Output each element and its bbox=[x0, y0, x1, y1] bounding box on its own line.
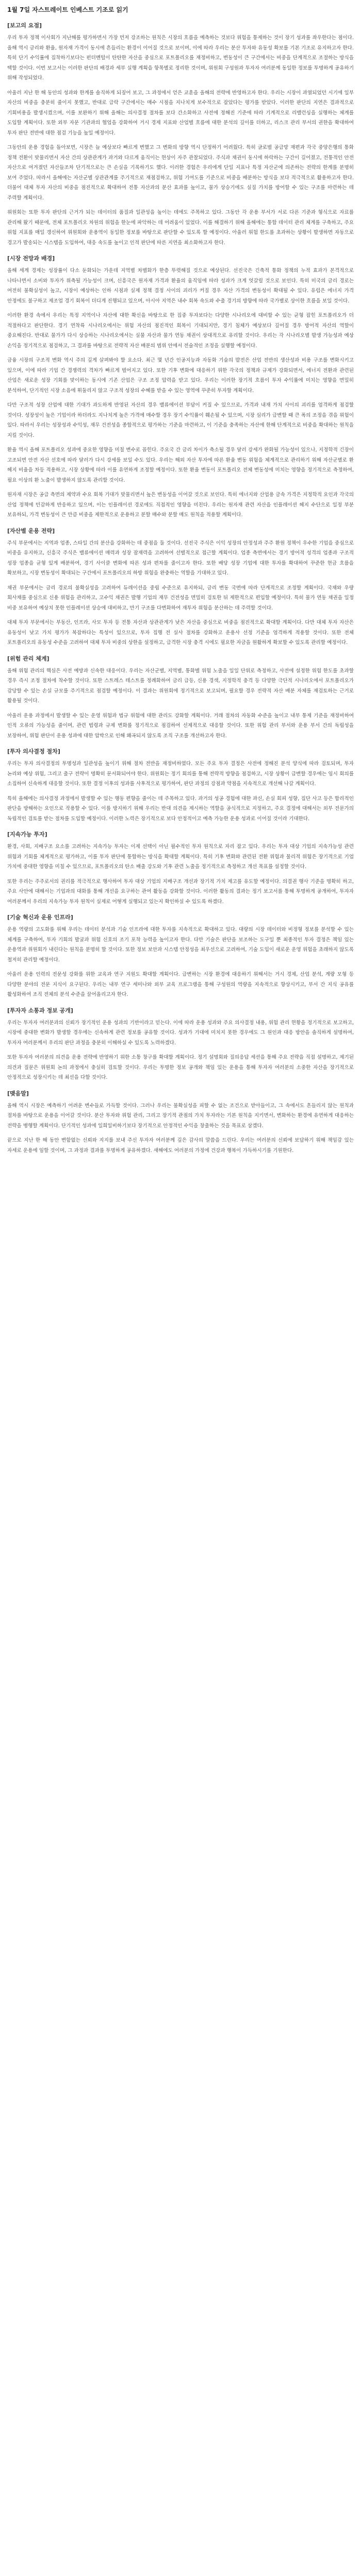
body-paragraph: 환경, 사회, 지배구조 요소를 고려하는 지속가능 투자는 이제 선택이 아닌 필수적인 투자 원칙으로 자리 잡고 있다. 우리는 투자 대상 기업의 지속가능성 관련 위험과 기회를 체계적으로 평가하고, 이를 투자 판단에 통합하는 방식을 확대할 계획이다. 특히 기후 변화와 관련된 전환 위험과 물리적 위험은 장기적으로 기업 가치에 중대한 영향을 미칠 수 있으므로, 포트폴리오의 탄소 배출 강도와 기후 관련 노출을 정기적으로 측정하고 개선 목표를 설정할 것이다. bbox=[7, 844, 354, 870]
body-paragraph: 아울러 운용 인력의 전문성 강화를 위한 교육과 연구 지원도 확대할 계획이다. 급변하는 시장 환경에 대응하기 위해서는 거시 경제, 산업 분석, 계량 모형 등 다양한 분야의 전문 지식이 요구된다. 우리는 내부 연구 세미나와 외부 교육 프로그램을 통해 구성원의 역량을 지속적으로 향상시키고, 부서 간 지식 공유를 활성화하여 조직 전체의 분석 수준을 끌어올리고자 한다. bbox=[7, 972, 354, 997]
body-paragraph: 이러한 환경 속에서 우리는 특정 지역이나 자산에 대한 확신을 바탕으로 한 집중 투자보다는 다양한 시나리오에 대비할 수 있는 균형 잡힌 포트폴리오가 더 적절하다고 판단한다. 경기 연착륙 시나리오에서는 위험 자산의 점진적인 회복이 기대되지만, 경기 침체가 예상보다 깊어질 경우 방어적 자산의 역할이 중요해진다. 반대로 물가가 다시 상승하는 시나리오에서는 실물 자산과 물가 연동 채권이 상대적으로 유리할 것이다. 우리는 각 시나리오별 발생 가능성과 예상 손익을 정기적으로 점검하고, 그 결과를 바탕으로 전략적 자산 배분의 범위 안에서 전술적인 조정을 실행할 예정이다. bbox=[7, 313, 354, 349]
section-heading: [맺음말] bbox=[7, 1090, 29, 1097]
document-title: 1월 7일 자스트레이트 인베스트 기조로 읽기 bbox=[7, 6, 128, 13]
body-paragraph: 대체 투자 부문에서는 부동산, 인프라, 사모 투자 등 전통 자산과 상관관계가 낮은 자산을 중심으로 비중을 점진적으로 확대할 계획이다. 다만 대체 투자 자산은 유동성이 낮고 가치 평가가 복잡하다는 특성이 있으므로, 투자 집행 전 실사 절차를 강화하고 운용사 선정 기준을 엄격하게 적용할 것이다. 또한 전체 포트폴리오의 유동성 수준을 고려하여 대체 투자 비중의 상한을 설정하고, 급격한 시장 충격 시에도 필요한 자금을 원활하게 확보할 수 있도록 관리할 예정이다. bbox=[7, 620, 354, 646]
section-heading: [위험 관리 체계] bbox=[7, 655, 50, 662]
body-paragraph: 금융 시장의 구조적 변화 역시 주의 깊게 살펴봐야 할 요소다. 최근 몇 년간 인공지능과 자동화 기술의 발전은 산업 전반의 생산성과 비용 구조를 변화시키고 있으며, 이에 따라 기업 간 경쟁력의 격차가 빠르게 벌어지고 있다. 또한 기후 변화에 대응하기 위한 각국의 정책과 규제가 강화되면서, 에너지 전환과 관련된 산업은 새로운 성장 기회를 맞이하는 동시에 기존 산업은 구조 조정 압력을 받고 있다. 우리는 이러한 장기적 흐름이 투자 수익률에 미치는 영향을 면밀히 분석하여, 단기적인 시장 소음에 휘둘리지 않고 구조적 성장의 수혜를 받을 수 있는 영역에 꾸준히 투자할 계획이다. bbox=[7, 358, 354, 394]
section-heading: [기술 혁신과 운용 인프라] bbox=[7, 914, 73, 921]
body-paragraph: 주식 부문에서는 지역과 업종, 스타일 간의 분산을 강화하는 데 중점을 둘 것이다. 선진국 주식은 이익 성장의 안정성과 주주 환원 정책이 우수한 기업을 중심으로 비중을 유지하고, 신흥국 주식은 밸류에이션 매력과 성장 잠재력을 고려하여 선별적으로 접근할 계획이다. 업종 측면에서는 경기 방어적 성격의 업종과 구조적 성장 업종을 균형 있게 배분하여, 경기 사이클 변화에 따른 성과 편차를 줄이고자 한다. 또한 배당 성장 기업에 대한 투자를 확대하여 꾸준한 현금 흐름을 확보하고, 시장 변동성이 확대되는 구간에서 포트폴리오의 하방 위험을 완충하는 역할을 기대하고 있다. bbox=[7, 540, 354, 576]
body-paragraph: 아울러 운용 과정에서 발생할 수 있는 운영 위험과 법규 위험에 대한 관리도 강화할 계획이다. 거래 절차의 자동화 수준을 높이고 내부 통제 기준을 재정비하여 인적 오류의 가능성을 줄이며, 관련 법령과 규제 변화를 정기적으로 점검하여 선제적으로 대응할 것이다. 또한 위험 관리 부서와 운용 부서 간의 독립성을 보장하여, 위험 판단이 운용 성과에 대한 압박으로 인해 왜곡되지 않도록 조직 구조를 개선하고자 한다. bbox=[7, 713, 354, 739]
body-paragraph: 우리는 투자 의사결정의 투명성과 일관성을 높이기 위해 절차 전반을 재정비하였다. 모든 주요 투자 결정은 사전에 정해진 분석 양식에 따라 검토되며, 투자 논리와 예상 위험, 그리고 출구 전략이 명확히 문서화되어야 한다. 위원회는 정기 회의를 통해 전략적 방향을 점검하고, 시장 상황이 급변할 경우에는 임시 회의를 소집하여 신속하게 대응할 것이다. 또한 결정 이후의 성과를 사후적으로 평가하여, 판단 과정의 강점과 약점을 지속적으로 개선해 나갈 계획이다. bbox=[7, 761, 354, 787]
section-heading: [시장 전망과 배경] bbox=[7, 255, 55, 262]
section-heading: [지속가능 투자] bbox=[7, 831, 47, 838]
body-paragraph: 환율 역시 올해 포트폴리오 성과에 중요한 영향을 미칠 변수로 꼽힌다. 주요국 간 금리 차이가 축소될 경우 달러 강세가 완화될 가능성이 있으나, 지정학적 긴장이 고조되면 안전 자산 선호에 따라 달러가 다시 강세를 보일 수도 있다. 우리는 해외 자산 투자에 따른 환율 변동 위험을 체계적으로 관리하기 위해 자산군별로 환 헤지 비율을 차등 적용하고, 시장 상황에 따라 이를 유연하게 조정할 예정이다. 또한 환율 변동이 포트폴리오 전체 변동성에 미치는 영향을 정기적으로 측정하여, 필요 이상의 환 노출이 발생하지 않도록 관리할 것이다. bbox=[7, 447, 354, 483]
section-heading: [투자 의사결정 절차] bbox=[7, 748, 60, 755]
body-paragraph: 우리는 투자자 여러분과의 신뢰가 장기적인 운용 성과의 기반이라고 믿는다. 이에 따라 운용 성과와 주요 의사결정 내용, 위험 관리 현황을 정기적으로 보고하고, 시장에 중대한 변화가 발생할 경우에는 신속하게 관련 정보를 공유할 것이다. 성과가 기대에 미치지 못한 경우에도 그 원인과 대응 방안을 솔직하게 설명하여, 투자자 여러분께서 우리의 판단 과정을 충분히 이해하실 수 있도록 노력하겠다. bbox=[7, 1020, 354, 1046]
body-paragraph: 올해 역시 시장은 예측하기 어려운 변수들로 가득할 것이다. 그러나 우리는 불확실성을 피할 수 없는 조건으로 받아들이고, 그 속에서도 흔들리지 않는 원칙과 절차를 바탕으로 운용을 이어갈 것이다. 분산 투자와 위험 관리, 그리고 장기적 관점의 가치 투자라는 기본 원칙을 지키면서, 변화하는 환경에 유연하게 대응하는 전략을 병행할 계획이다. 단기적인 성과에 일희일비하기보다 장기적으로 안정적인 수익을 창출하는 것을 목표로 삼겠다. bbox=[7, 1103, 354, 1129]
body-paragraph: 우리 투자 정책 이사회가 지난해를 평가하면서 가장 먼저 강조하는 원칙은 시장의 흐름을 예측하는 것보다 위험을 통제하는 것이 장기 성과를 좌우한다는 점이다. 올해 역시 금리와 환율, 원자재 가격이 동시에 흔들리는 환경이 이어질 것으로 보이며, 이에 따라 우리는 분산 투자와 유동성 확보를 기본 기조로 유지하고자 한다. 특히 단기 수익률에 집착하기보다는 펀더멘털이 탄탄한 자산을 중심으로 포트폴리오를 재정비하고, 변동성이 큰 구간에서는 비중을 단계적으로 조절하는 방식을 택할 것이다. 이번 보고서는 이러한 판단의 배경과 세부 실행 계획을 항목별로 정리한 것이며, 위원회 구성원과 투자자 여러분께 동일한 정보를 투명하게 공유하기 위해 작성되었다. bbox=[7, 35, 354, 81]
body-paragraph: 다만 구조적 성장 산업에 대한 기대가 과도하게 반영된 자산의 경우 밸류에이션 부담이 커질 수 있으므로, 가격과 내재 가치 사이의 괴리를 엄격하게 점검할 것이다. 성장성이 높은 기업이라 하더라도 지나치게 높은 가격에 매수할 경우 장기 수익률이 훼손될 수 있으며, 시장 심리가 급변할 때 큰 폭의 조정을 겪을 위험이 있다. 따라서 우리는 성장성과 수익성, 재무 건전성을 종합적으로 평가하는 기준을 마련하고, 이 기준을 충족하는 자산에 한해 단계적으로 비중을 확대하는 원칙을 지킬 것이다. bbox=[7, 402, 354, 438]
body-paragraph: 운용 역량의 고도화를 위해 우리는 데이터 분석과 기술 인프라에 대한 투자를 지속적으로 확대하고 있다. 대량의 시장 데이터와 비정형 정보를 분석할 수 있는 체계를 구축하여, 투자 기회의 발굴과 위험 신호의 조기 포착 능력을 높이고자 한다. 다만 기술은 판단을 보조하는 도구일 뿐 최종적인 투자 결정은 책임 있는 운용역과 위원회가 내린다는 원칙을 분명히 할 것이다. 또한 정보 보안과 시스템 안정성을 최우선으로 고려하여, 기술 도입이 새로운 운영 위험을 초래하지 않도록 철저히 관리할 예정이다. bbox=[7, 927, 354, 963]
body-paragraph: 올해 위험 관리의 핵심은 사전 예방과 신속한 대응이다. 우리는 자산군별, 지역별, 통화별 위험 노출을 일일 단위로 측정하고, 사전에 설정한 위험 한도를 초과할 경우 즉시 조정 절차에 착수할 것이다. 또한 스트레스 테스트를 정례화하여 금리 급등, 신용 경색, 지정학적 충격 등 다양한 극단적 시나리오에서 포트폴리오가 감당할 수 있는 손실 규모를 주기적으로 점검할 예정이다. 이 결과는 위원회에 정기적으로 보고되며, 필요할 경우 전략적 자산 배분 자체를 재검토하는 근거로 활용될 것이다. bbox=[7, 668, 354, 704]
body-paragraph: 위원회는 또한 투자 판단의 근거가 되는 데이터의 품질과 일관성을 높이는 데에도 주목하고 있다. 그동안 각 운용 부서가 서로 다른 기준과 형식으로 자료를 관리해 왔기 때문에, 전체 포트폴리오 차원의 위험을 한눈에 파악하는 데 어려움이 있었다. 이를 해결하기 위해 올해에는 통합 데이터 관리 체계를 구축하고, 주요 위험 지표를 매일 갱신하여 위원회와 운용역이 동일한 정보를 바탕으로 판단할 수 있도록 할 예정이다. 아울러 위험 한도를 초과하는 상황이 발생하면 자동으로 경고가 발송되는 시스템을 도입하여, 대응 속도를 높이고 인적 판단에 따른 지연을 최소화하고자 한다. bbox=[7, 210, 354, 246]
body-paragraph: 원자재 시장은 공급 측면의 제약과 수요 회복 기대가 맞물리면서 높은 변동성을 이어갈 것으로 보인다. 특히 에너지와 산업용 금속 가격은 지정학적 요인과 각국의 산업 정책에 민감하게 반응하고 있으며, 이는 인플레이션 경로에도 직접적인 영향을 미친다. 우리는 원자재 관련 자산을 인플레이션 헤지 수단으로 일정 부분 보유하되, 가격 변동성이 큰 만큼 비중을 제한적으로 운용하고 분할 매수와 분할 매도 원칙을 적용할 계획이다. bbox=[7, 492, 354, 518]
section-heading: [투자자 소통과 정보 공개] bbox=[7, 1007, 73, 1014]
body-paragraph: 채권 부문에서는 금리 경로의 불확실성을 고려하여 듀레이션을 중립 수준으로 유지하되, 금리 변동 국면에 따라 단계적으로 조정할 계획이다. 국채와 우량 회사채를 중심으로 신용 위험을 관리하고, 고수익 채권은 발행 기업의 재무 건전성을 면밀히 검토한 뒤 제한적으로 편입할 예정이다. 특히 물가 연동 채권을 일정 비중 보유하여 예상치 못한 인플레이션 상승에 대비하고, 만기 구조를 다변화하여 재투자 위험을 분산하는 데 주력할 것이다. bbox=[7, 585, 354, 611]
body-paragraph: 또한 우리는 주주로서의 권리를 적극적으로 행사하여 투자 대상 기업의 지배구조 개선과 장기적 가치 제고를 유도할 예정이다. 의결권 행사 기준을 명확히 하고, 주요 사안에 대해서는 기업과의 대화를 통해 개선을 요구하는 관여 활동을 강화할 것이다. 이러한 활동의 결과는 정기 보고서를 통해 투명하게 공개하여, 투자자 여러분께서 우리의 지속가능 투자 원칙이 실제로 어떻게 실행되고 있는지 확인하실 수 있도록 하겠다. bbox=[7, 878, 354, 905]
document-body bbox=[7, 21, 354, 1156]
body-paragraph: 특히 올해에는 의사결정 과정에서 발생할 수 있는 행동 편향을 줄이는 데 주목하고 있다. 과거의 성공 경험에 대한 과신, 손실 회피 성향, 집단 사고 등은 합리적인 판단을 방해하는 요인으로 작용할 수 있다. 이를 방지하기 위해 우리는 반대 의견을 제시하는 역할을 공식적으로 지정하고, 주요 결정에 대해서는 외부 전문가의 독립적인 검토를 받는 절차를 도입할 예정이다. 이러한 노력은 장기적으로 보다 안정적이고 예측 가능한 운용 성과로 이어질 것이라 기대한다. bbox=[7, 795, 354, 822]
body-paragraph: 그동안의 운용 경험을 돌아보면, 시장은 늘 예상보다 빠르게 변했고 그 변화의 방향 역시 단정하기 어려웠다. 특히 글로벌 공급망 재편과 각국 중앙은행의 통화 정책 전환이 맞물리면서 자산 간의 상관관계가 과거와 다르게 움직이는 현상이 자주 관찰되었다. 주식과 채권이 동시에 하락하는 구간이 길어졌고, 전통적인 안전 자산으로 여겨졌던 자산들조차 단기적으로는 큰 손실을 기록하기도 했다. 이러한 경험은 우리에게 단일 지표나 특정 자산군에 의존하는 전략의 한계를 분명히 보여 주었다. 따라서 올해에는 자산군별 상관관계를 주기적으로 재점검하고, 위험 기여도를 기준으로 비중을 배분하는 방식을 보다 적극적으로 활용하고자 한다. 더불어 대체 투자 자산의 비중을 점진적으로 확대하여 전통 자산과의 분산 효과를 높이고, 물가 상승기에도 실질 가치를 방어할 수 있는 구조를 마련하는 데 주력할 계획이다. bbox=[7, 145, 354, 201]
body-paragraph: 아울러 지난 한 해 동안의 성과와 한계를 솔직하게 되짚어 보고, 그 과정에서 얻은 교훈을 올해의 전략에 반영하고자 한다. 우리는 시장이 과열되었던 시기에 일부 자산의 비중을 충분히 줄이지 못했고, 반대로 급락 구간에서는 매수 시점을 지나치게 보수적으로 잡았다는 평가를 받았다. 이러한 판단의 지연은 결과적으로 기회비용을 발생시켰으며, 이를 보완하기 위해 올해는 의사결정 절차를 보다 간소화하고 사전에 정해진 기준에 따라 기계적으로 리밸런싱을 실행하는 체계를 도입할 계획이다. 또한 외부 자문 기관과의 협업을 강화하여 거시 경제 지표와 산업별 흐름에 대한 분석의 깊이를 더하고, 리스크 관리 부서의 권한을 확대하여 투자 판단 전반에 대한 점검 기능을 높일 예정이다. bbox=[7, 90, 354, 136]
section-heading: [보고의 요점] bbox=[7, 22, 42, 29]
body-paragraph: 또한 투자자 여러분의 의견을 운용 전략에 반영하기 위한 소통 창구를 확대할 계획이다. 정기 설명회와 질의응답 세션을 통해 주요 전략을 직접 설명하고, 제기된 의견과 질문은 위원회 논의 과정에서 충실히 검토할 것이다. 우리는 투명한 정보 공개와 책임 있는 운용을 통해 투자자 여러분의 소중한 자산을 장기적으로 안정적으로 성장시키는 데 최선을 다할 것이다. bbox=[7, 1055, 354, 1080]
section-heading: [자산별 운용 전략] bbox=[7, 527, 55, 534]
body-paragraph: 끝으로 지난 한 해 동안 변함없는 신뢰와 지지를 보내 주신 투자자 여러분께 깊은 감사의 말씀을 드린다. 우리는 여러분의 신뢰에 보답하기 위해 책임감 있는 자세로 운용에 임할 것이며, 그 과정과 결과를 투명하게 공유하겠다. 새해에도 여러분의 가정에 건강과 행복이 가득하시기를 기원한다. bbox=[7, 1138, 354, 1154]
body-paragraph: 올해 세계 경제는 성장률이 다소 둔화되는 가운데 지역별 차별화가 한층 뚜렷해질 것으로 예상된다. 선진국은 긴축적 통화 정책의 누적 효과가 본격적으로 나타나면서 소비와 투자가 위축될 가능성이 크며, 신흥국은 원자재 가격과 환율의 움직임에 따라 성과가 크게 엇갈릴 것으로 보인다. 특히 미국의 금리 경로는 여전히 불확실성이 높고, 시장이 예상하는 인하 시점과 실제 정책 결정 사이의 괴리가 커질 경우 자산 가격의 변동성이 확대될 수 있다. 유럽은 에너지 가격 안정에도 불구하고 제조업 경기 회복이 더디게 진행되고 있으며, 아시아 지역은 내수 회복 속도와 수출 경기의 방향에 따라 국가별로 상이한 흐름을 보일 것이다. bbox=[7, 268, 354, 304]
